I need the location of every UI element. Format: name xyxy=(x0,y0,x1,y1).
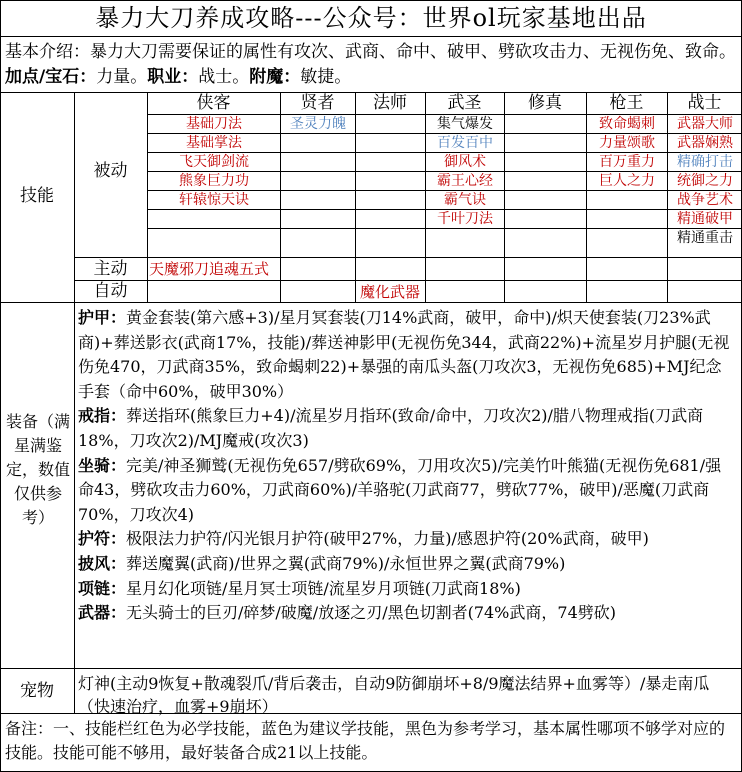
job-value: 战士。 xyxy=(198,67,250,87)
equipment-entry xyxy=(78,601,736,626)
equipment-entry xyxy=(78,527,736,552)
column-header: 武圣 xyxy=(447,93,482,113)
equipment-label: 戒指： xyxy=(78,406,127,426)
passive-label: 被动 xyxy=(93,161,128,181)
equipment-text: 黄金套装(第六感+3)/星月冥套装(刀14%武商，破甲，命中)/炽天使套装(刀23%武商)+葬送影衣(武商17%，技能)/葬送神影甲(无视伤免344，武商22%)+流星岁月护腿(无视伤免470，刀武商35%，致命蝎刺22)+暴强的南瓜头盔(刀攻次3，无视伤免685)+MJ纪念手套（命中60%，破甲30%） xyxy=(78,308,730,401)
footnote: 备注：一、技能栏红色为必学技能，蓝色为建议学技能，黑色为参考学习，基本属性哪项不够学对应的技能。技能可能不够用，最好装备合成21以上技能。 xyxy=(5,719,726,762)
passive-skill-cell: 精确打击 xyxy=(677,154,733,170)
passive-skill-cell: 致命蝎刺 xyxy=(599,116,655,132)
column-header: 战士 xyxy=(687,93,722,113)
skills-section-label: 技能 xyxy=(20,186,54,206)
job-label: 职业： xyxy=(147,67,199,87)
column-header: 贤者 xyxy=(300,93,335,113)
passive-skill-cell: 飞天御剑流 xyxy=(179,154,249,170)
equipment-entry xyxy=(78,454,736,528)
intro-text xyxy=(5,40,737,90)
auto-skill: 魔化武器 xyxy=(359,283,420,301)
passive-skill-cell: 精通破甲 xyxy=(677,211,733,227)
intro-prefix: 基本介绍：暴力大刀需要保证的属性有攻次、武商、命中、破甲、劈砍攻击力、无视伤免、致命。 xyxy=(5,42,736,62)
passive-skill-cell: 基础刀法 xyxy=(186,116,242,132)
pet-text: 灯神(主动9恢复+散魂裂爪/背后袭击，自动9防御崩坏+8/9魔法结界+血雾等）/暴走南瓜（快速治疗，血雾+9崩坏） xyxy=(78,674,710,716)
page-title: 暴力大刀养成攻略---公众号：世界ol玩家基地出品 xyxy=(95,4,647,32)
equipment-label: 武器： xyxy=(78,603,127,623)
equipment-section-label: 装备（满星满鉴定，数值仅供参考） xyxy=(6,412,71,527)
passive-skill-cell: 百万重力 xyxy=(599,154,655,170)
gem-value: 力量。 xyxy=(96,67,148,87)
passive-skill-cell: 统御之力 xyxy=(677,173,733,189)
passive-skill-cell: 精通重击 xyxy=(677,230,733,246)
passive-skill-cell: 百发百中 xyxy=(437,135,493,151)
pet-section-label: 宠物 xyxy=(20,681,54,701)
passive-skill-cell: 霸王心经 xyxy=(437,173,493,189)
passive-skill-cell: 千叶刀法 xyxy=(437,211,493,227)
passive-skill-cell: 熊象巨力功 xyxy=(179,173,249,189)
passive-skill-cell: 集气爆发 xyxy=(437,116,493,132)
passive-skill-cell: 战争艺术 xyxy=(677,192,733,208)
passive-skill-cell: 力量颂歌 xyxy=(599,135,655,151)
equipment-text: 葬送指环(熊象巨力+4)/流星岁月指环(致命/命中，刀攻次2)/腊八物理戒指(刀武商18%，刀攻次2)/MJ魔戒(攻次3) xyxy=(78,406,704,450)
equipment-entry xyxy=(78,404,736,453)
passive-skill-cell: 御风术 xyxy=(444,154,486,170)
equipment-label: 护符： xyxy=(78,529,127,549)
equipment-label: 项链： xyxy=(78,578,127,598)
passive-skill-cell: 基础掌法 xyxy=(186,135,242,151)
auto-label: 自动 xyxy=(93,281,128,301)
equipment-label: 护甲： xyxy=(78,308,127,327)
column-header: 侠客 xyxy=(196,93,231,113)
column-header: 修真 xyxy=(528,93,562,113)
equipment-text: 极限法力护符/闪光银月护符(破甲27%，力量)/感恩护符(20%武商，破甲) xyxy=(126,529,649,549)
equipment-entry xyxy=(78,552,736,577)
passive-skill-cell: 巨人之力 xyxy=(599,173,655,189)
passive-skill-cell: 武器大师 xyxy=(677,116,733,132)
active-label: 主动 xyxy=(93,259,128,279)
equipment-entry xyxy=(78,577,736,602)
column-header: 法师 xyxy=(373,93,407,113)
equipment-label: 坐骑： xyxy=(78,455,127,475)
active-skill: 天魔邪刀追魂五式 xyxy=(149,260,270,278)
enchant-value: 敏捷。 xyxy=(300,67,352,87)
equipment-text: 完美/神圣狮鹫(无视伤免657/劈砍69%，刀用攻次5)/完美竹叶熊猫(无视伤免681/强命43，劈砍攻击力60%，刀武商60%)/羊骆驼(刀武商77，劈砍77%，破甲)/恶魔(刀武商70%，刀攻次4) xyxy=(78,455,722,524)
equipment-list xyxy=(78,306,736,626)
passive-skill-cell: 圣灵力魄 xyxy=(290,116,346,132)
enchant-label: 附魔： xyxy=(249,67,301,87)
passive-skill-cell: 霸气诀 xyxy=(444,192,486,208)
equipment-text: 无头骑士的巨刃/碎梦/破魔/放逐之刃/黑色切割者(74%武商，74劈砍) xyxy=(126,603,616,623)
column-header: 枪王 xyxy=(609,93,644,113)
equipment-label: 披风： xyxy=(78,553,127,573)
equipment-entry xyxy=(78,306,736,404)
equipment-text: 葬送魔翼(武商)/世界之翼(武商79%)/永恒世界之翼(武商79%) xyxy=(126,553,566,573)
passive-skill-cell: 武器娴熟 xyxy=(677,135,733,151)
passive-skill-cell: 轩辕惊天诀 xyxy=(179,192,249,208)
equipment-text: 星月幻化项链/星月冥士项链/流星岁月项链(刀武商18%) xyxy=(126,578,521,598)
gem-label: 加点/宝石： xyxy=(5,67,97,87)
